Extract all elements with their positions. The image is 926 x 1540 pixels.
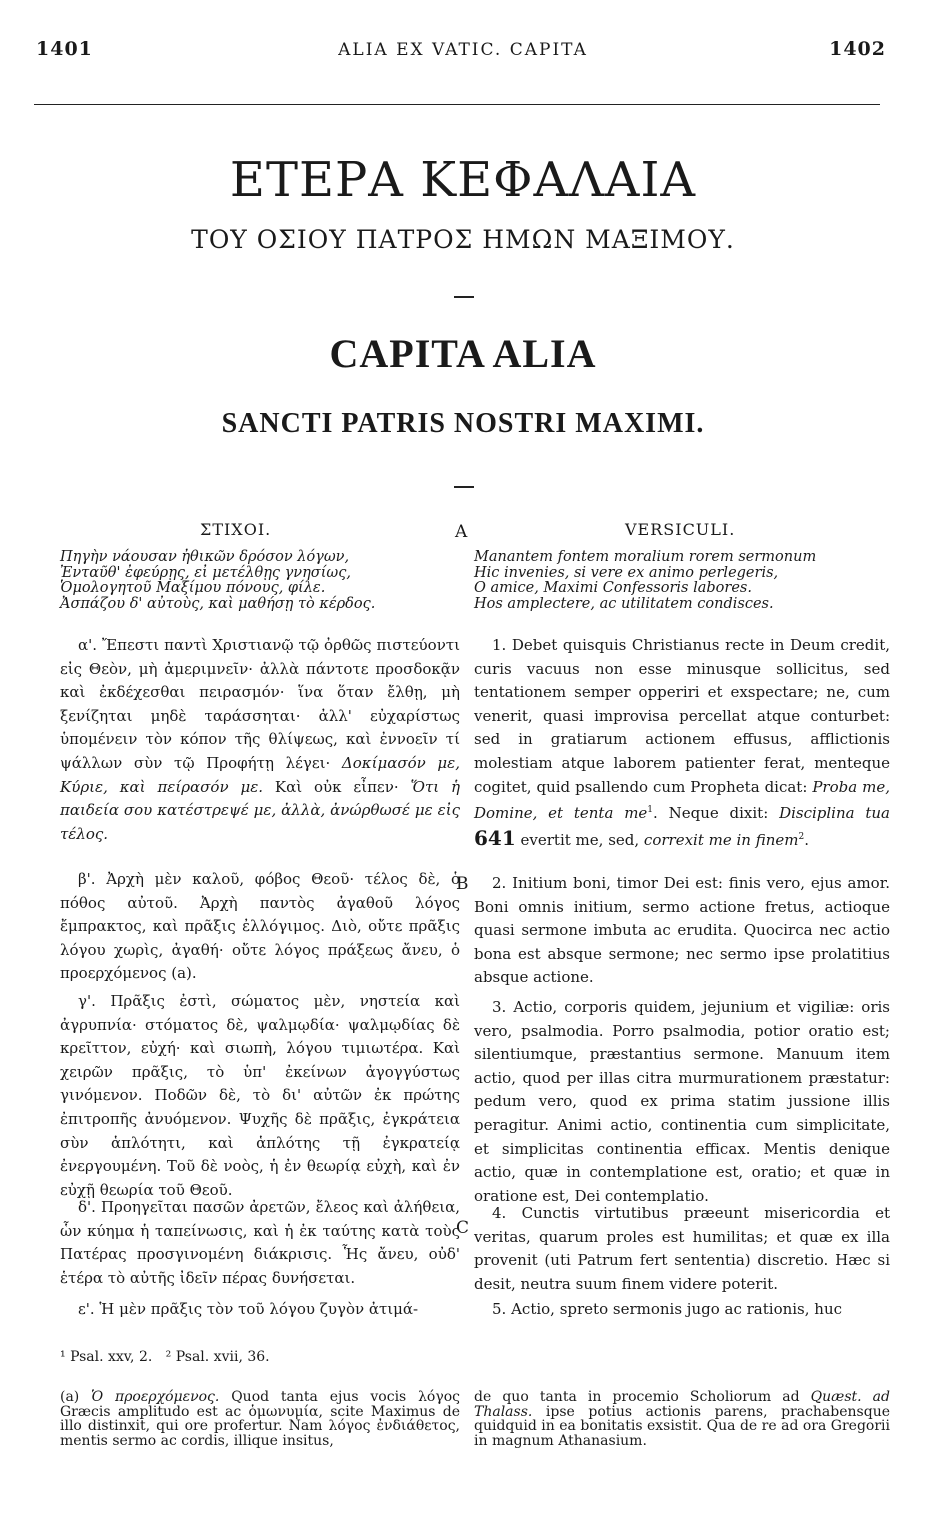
running-header: ALIA EX VATIC. CAPITA: [338, 40, 588, 60]
latin-paragraph-4: 4. Cunctis virtutibus præeunt misericordia et veritas, quarum proles est humilitas; et quæ ex illa provenit (uti Patrum fert sententia) discretio. Hæc si desit, neutra suum finem videre poterit.: [474, 1204, 890, 1293]
greek-paragraph-2: β'. Ἀρχὴ μὲν καλοῦ, φόβος Θεοῦ· τέλος δὲ, ὁ πόθος αὐτοῦ. Ἀρχὴ παντὸς ἀγαθοῦ λόγος ἔμπρακτος, καὶ πρᾶξις ἐλλόγιμος. Διὸ, οὔτε πρᾶξις λόγου χωρὶς, ἀγαθή· οὔτε λόγος πράξεως ἄνευ, ὁ προερχόμενος (a).: [60, 870, 460, 983]
latin-verse: O amice, Maximi Confessoris labores.: [474, 580, 752, 596]
page-number-right: 1402: [829, 38, 886, 60]
greek-verse: Πηγὴν νάουσαν ἠθικῶν δρόσον λόγων,: [60, 549, 350, 565]
latin-verse: Hos amplectere, ac utilitatem condisces.: [474, 595, 774, 612]
latin-paragraph-2: 2. Initium boni, timor Dei est: finis vero, ejus amor. Boni omnis initium, sermo actione fretus, actioque quasi sermone imbuta ac erudita. Quocirca nec actio bona est absque sermone; nec sermo ipse prolatitius absque actione.: [474, 874, 890, 987]
page-number-left: 1401: [36, 38, 93, 60]
greek-verse: Ἀσπάζου δ' αὐτοὺς, καὶ μαθήσῃ τὸ κέρδος.: [60, 595, 376, 612]
column-number: 641: [474, 825, 516, 850]
margin-letter-c: C: [456, 1218, 470, 1238]
greek-verse: Ἐνταῦθ' ἐφεύρῃς, εἰ μετέλθῃς γνησίως,: [60, 564, 351, 581]
greek-verses: [60, 550, 460, 612]
footnote-a-right: de quo tanta in procemio Scholiorum ad Quæst. ad Thalass. ipse potius actionis parens, prachabensque quidquid in ea bonitatis exsistit. Qua de re ad ora Gregorii in magnum Athanasium.: [474, 1389, 890, 1449]
header-rule: [34, 104, 880, 105]
latin-paragraph-3: 3. Actio, corporis quidem, jejunium et vigiliæ: oris vero, psalmodia. Porro psalmodia, potior oratio est; silentiumque, præstantius sermone. Manuum item actio, quod per illas citra murmurationem præstatur: pedum vero, quod ex prima statim jussione illis peragitur. Animi actio, continentia cum simplicitate, et simplicitas continentia efficax. Mentis denique actio, quæ in contemplatione est, oratio; et quæ in oratione est, Dei contemplatio.: [474, 998, 890, 1205]
latin-paragraph-1: 1. Debet quisquis Christianus recte in Deum credit, curis vacuus non esse minusque sollicitus, sed tentationem semper opperiri et exspectare; ne, cum venerit, quasi improvisa percellat atque conturbet: sed in gratiarum actionem effusus, afflictionis molestiam atque laborem patienter ferat, menteque cogitet, quid psallendo cum Propheta dicat: Proba me, Domine, et tenta $me^1$. Neque dixit: Disciplina tua 641 evertit me, sed, correxit me in finem$^2$.: [474, 636, 891, 850]
latin-title: CAPITA ALIA: [329, 331, 597, 376]
section-divider: [454, 486, 474, 488]
greek-paragraph-4: δ'. Προηγεῖται πασῶν ἀρετῶν, ἔλεος καὶ ἀλήθεια, ὧν κύημα ἡ ταπείνωσις, καὶ ἡ ἐκ ταύτης κατὰ τοὺς Πατέρας προσγινομένη διάκρισις. Ἧς ἄνευ, οὐδ' ἑτέρα τὸ αὐτῆς ἰδεῖν πέρας δυνήσεται.: [60, 1198, 460, 1287]
latin-subtitle: SANCTI PATRIS NOSTRI MAXIMI.: [221, 408, 705, 439]
latin-paragraph-5: 5. Actio, spreto sermonis jugo ac rationis, huc: [492, 1300, 843, 1318]
latin-verse: Manantem fontem moralium rorem sermonum: [474, 549, 817, 565]
latin-verse: Hic invenies, si vere ex animo perlegeris,: [474, 564, 779, 581]
latin-verses: [474, 550, 890, 612]
margin-letter-b: B: [456, 874, 469, 894]
greek-paragraph-5: ε'. Ἡ μὲν πρᾶξις τὸν τοῦ λόγου ζυγὸν ἀτιμά-: [78, 1300, 419, 1318]
greek-paragraph-1: α'. Ἔπεστι παντὶ Χριστιανῷ τῷ ὀρθῶς πιστεύοντι εἰς Θεὸν, μὴ ἀμεριμνεῖν· ἀλλὰ πάντοτε προσδοκᾷν καὶ ἐκδέχεσθαι πειρασμόν· ἵνα ὅταν ἔλθῃ, μὴ ξενίζηται μηδὲ ταράσσηται· ἀλλ' εὐχαρίστως ὑπομένειν τὸν κόπον τῆς θλίψεως, καὶ ἐννοεῖν τί ψάλλων σὺν τῷ Προφήτῃ λέγει· Δοκίμασόν με, Κύριε, καὶ πείρασόν με. Καὶ οὐκ εἶπεν· Ὅτι ἡ παιδεία σου κατέστρεψέ με, ἀλλὰ, ἀνώρθωσέ με εἰς τέλος.: [60, 636, 460, 843]
greek-paragraph-3: γ'. Πρᾶξις ἐστὶ, σώματος μὲν, νηστεία καὶ ἀγρυπνία· στόματος δὲ, ψαλμῳδία· ψαλμῳδίας δὲ κρεῖττον, εὐχή· καὶ σιωπὴ, λόγου τιμιωτέρα. Καὶ χειρῶν πρᾶξις, τὸ ὑπ' ἐκείνων ἀγογγύστως γινόμενον. Ποδῶν δὲ, τὸ δι' αὐτῶν ἐκ πρώτης ἐπιτροπῆς ἀνυόμενον. Ψυχῆς δὲ πρᾶξις, ἐγκράτεια σὺν ἁπλότητι, καὶ ἁπλότης τῇ ἐγκρατείᾳ ἐνεργουμένη. Τοῦ δὲ νοὸς, ἡ ἐν θεωρίᾳ εὐχὴ, καὶ ἐν εὐχῇ θεωρία τοῦ Θεοῦ.: [60, 992, 460, 1199]
latin-heading: VERSICULI.: [625, 520, 736, 539]
greek-subtitle: ΤΟΥ ΟΣΙΟΥ ΠΑΤΡΟΣ ΗΜΩΝ ΜΑΞΙΜΟΥ.: [191, 225, 735, 254]
greek-heading: ΣΤΙΧΟΙ.: [200, 520, 272, 539]
footnote-a-left: (a) Ὁ προερχόμενος. Quod tanta ejus vocis λόγος Græcis amplitudo est ac ὁμωνυμία, scite Maximus de illo distinxit, qui ore profertur. Nam λόγος ἐνδιάθετος, mentis sermo ac cordis, illique insitus,: [60, 1389, 461, 1449]
greek-title: ΕΤΕΡΑ ΚΕΦΑΛΑΙΑ: [229, 152, 697, 208]
title-divider: [454, 296, 474, 298]
greek-verse: Ὁμολογητοῦ Μαξίμου πόνους, φίλε.: [60, 580, 326, 596]
margin-letter-a: A: [455, 522, 468, 542]
footnote-references: ¹ Psal. xxv, 2. ² Psal. xvii, 36.: [60, 1349, 270, 1365]
